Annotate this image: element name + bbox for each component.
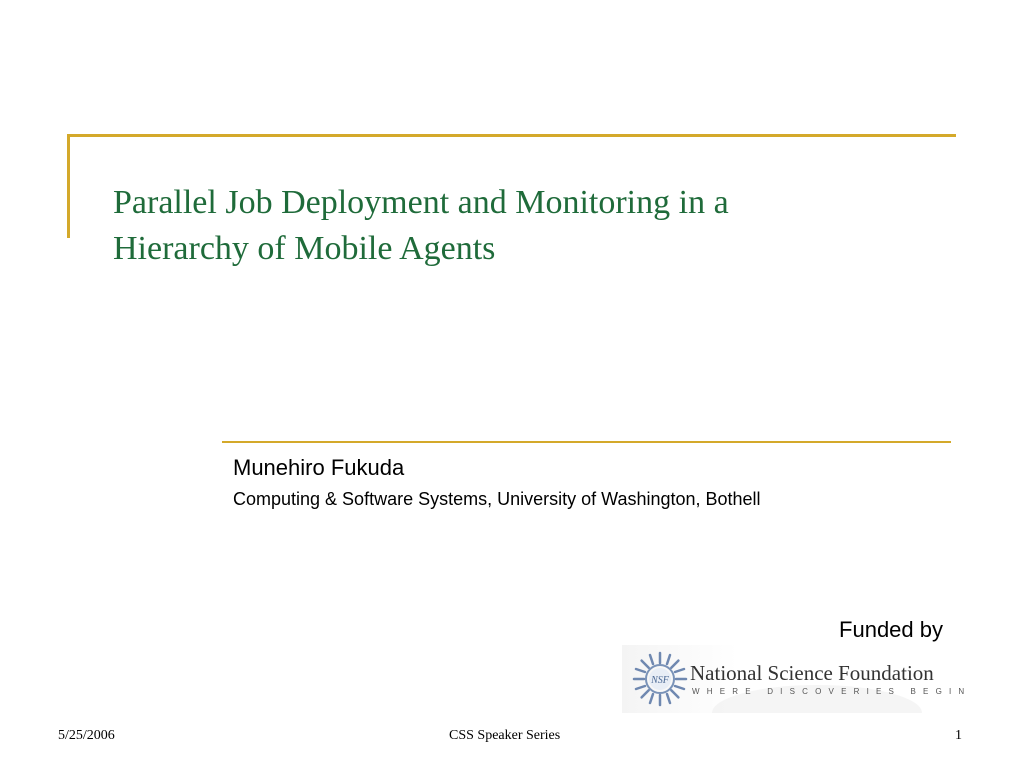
nsf-emblem-icon [632, 651, 688, 707]
footer-date: 5/25/2006 [58, 728, 115, 743]
author-name: Munehiro Fukuda [233, 455, 405, 480]
slide-title [113, 180, 933, 272]
slide-title-line-2: Hierarchy of Mobile Agents [113, 230, 496, 267]
subtitle-rule [222, 441, 951, 443]
slide-title-line-1: Parallel Job Deployment and Monitoring in a [113, 184, 729, 221]
nsf-logo-name: National Science Foundation [690, 661, 934, 685]
funded-by-label: Funded by [839, 617, 943, 642]
title-rule-left [67, 134, 70, 238]
title-rule-top [67, 134, 956, 137]
nsf-logo [622, 645, 972, 713]
nsf-logo-tagline: WHERE DISCOVERIES BEGIN [692, 687, 972, 696]
nsf-emblem-text: NSF [651, 675, 669, 686]
footer-page-number: 1 [955, 728, 962, 743]
author-affiliation: Computing & Software Systems, University of Washington, Bothell [233, 489, 761, 509]
footer-title: CSS Speaker Series [449, 728, 561, 743]
